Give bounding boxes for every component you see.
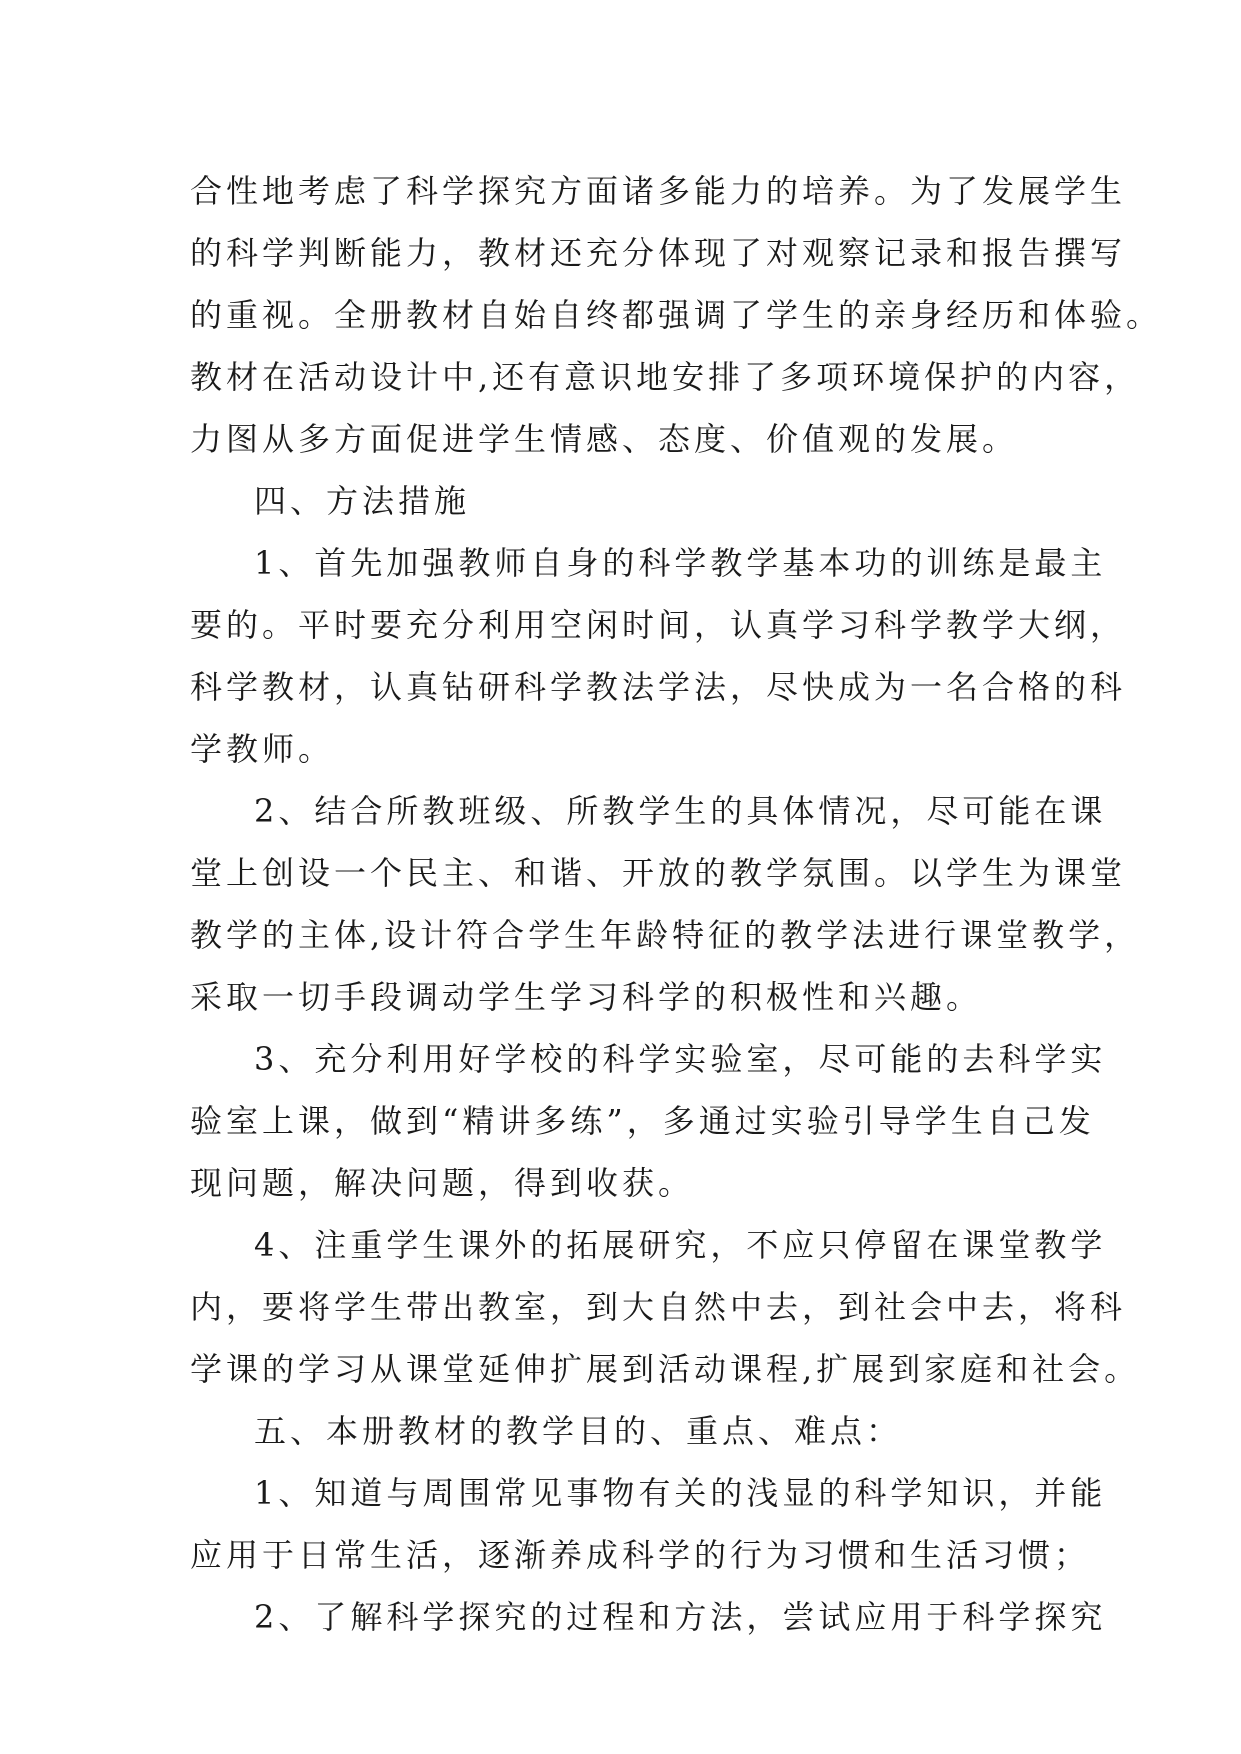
text-line: 2、了解科学探究的过程和方法，尝试应用于科学探究 [254,1598,1107,1636]
text-line: 3、充分利用好学校的科学实验室，尽可能的去科学实 [254,1040,1107,1078]
text-line: 合性地考虑了科学探究方面诸多能力的培养。为了发展学生 [190,172,1127,210]
text-line: 内，要将学生带出教室，到大自然中去，到社会中去，将科 [190,1288,1127,1326]
text-line: 验室上课，做到“精讲多练”，多通过实验引导学生自己发 [190,1102,1095,1140]
text-line: 2、结合所教班级、所教学生的具体情况，尽可能在课 [254,792,1107,830]
text-line: 教学的主体,设计符合学生年龄特征的教学法进行课堂教学， [190,916,1141,954]
text-line: 教材在活动设计中,还有意识地安排了多项环境保护的内容， [190,358,1141,396]
document-body [190,160,1163,1648]
text-line: 1、知道与周围常见事物有关的浅显的科学知识，并能 [254,1474,1107,1512]
text-line: 现问题，解决问题，得到收获。 [190,1164,695,1202]
text-line: 1、首先加强教师自身的科学教学基本功的训练是最主 [254,544,1107,582]
text-line: 的科学判断能力，教材还充分体现了对观察记录和报告撰写 [190,234,1127,272]
text-line: 学教师。 [190,730,335,768]
text-line: 堂上创设一个民主、和谐、开放的教学氛围。以学生为课堂 [190,854,1127,892]
section-heading: 四、方法措施 [254,482,471,520]
text-line: 科学教材，认真钻研科学教法学法，尽快成为一名合格的科 [190,668,1127,706]
text-line: 要的。平时要充分利用空闲时间，认真学习科学教学大纲， [190,606,1127,644]
text-line: 4、注重学生课外的拓展研究，不应只停留在课堂教学 [254,1226,1107,1264]
text-line: 采取一切手段调动学生学习科学的积极性和兴趣。 [190,978,983,1016]
text-line: 应用于日常生活，逐渐养成科学的行为习惯和生活习惯； [190,1536,1091,1574]
section-heading: 五、本册教材的教学目的、重点、难点： [254,1412,903,1450]
text-line: 的重视。全册教材自始自终都强调了学生的亲身经历和体验。 [190,296,1163,334]
text-line: 力图从多方面促进学生情感、态度、价值观的发展。 [190,420,1019,458]
text-line: 学课的学习从课堂延伸扩展到活动课程,扩展到家庭和社会。 [190,1350,1141,1388]
